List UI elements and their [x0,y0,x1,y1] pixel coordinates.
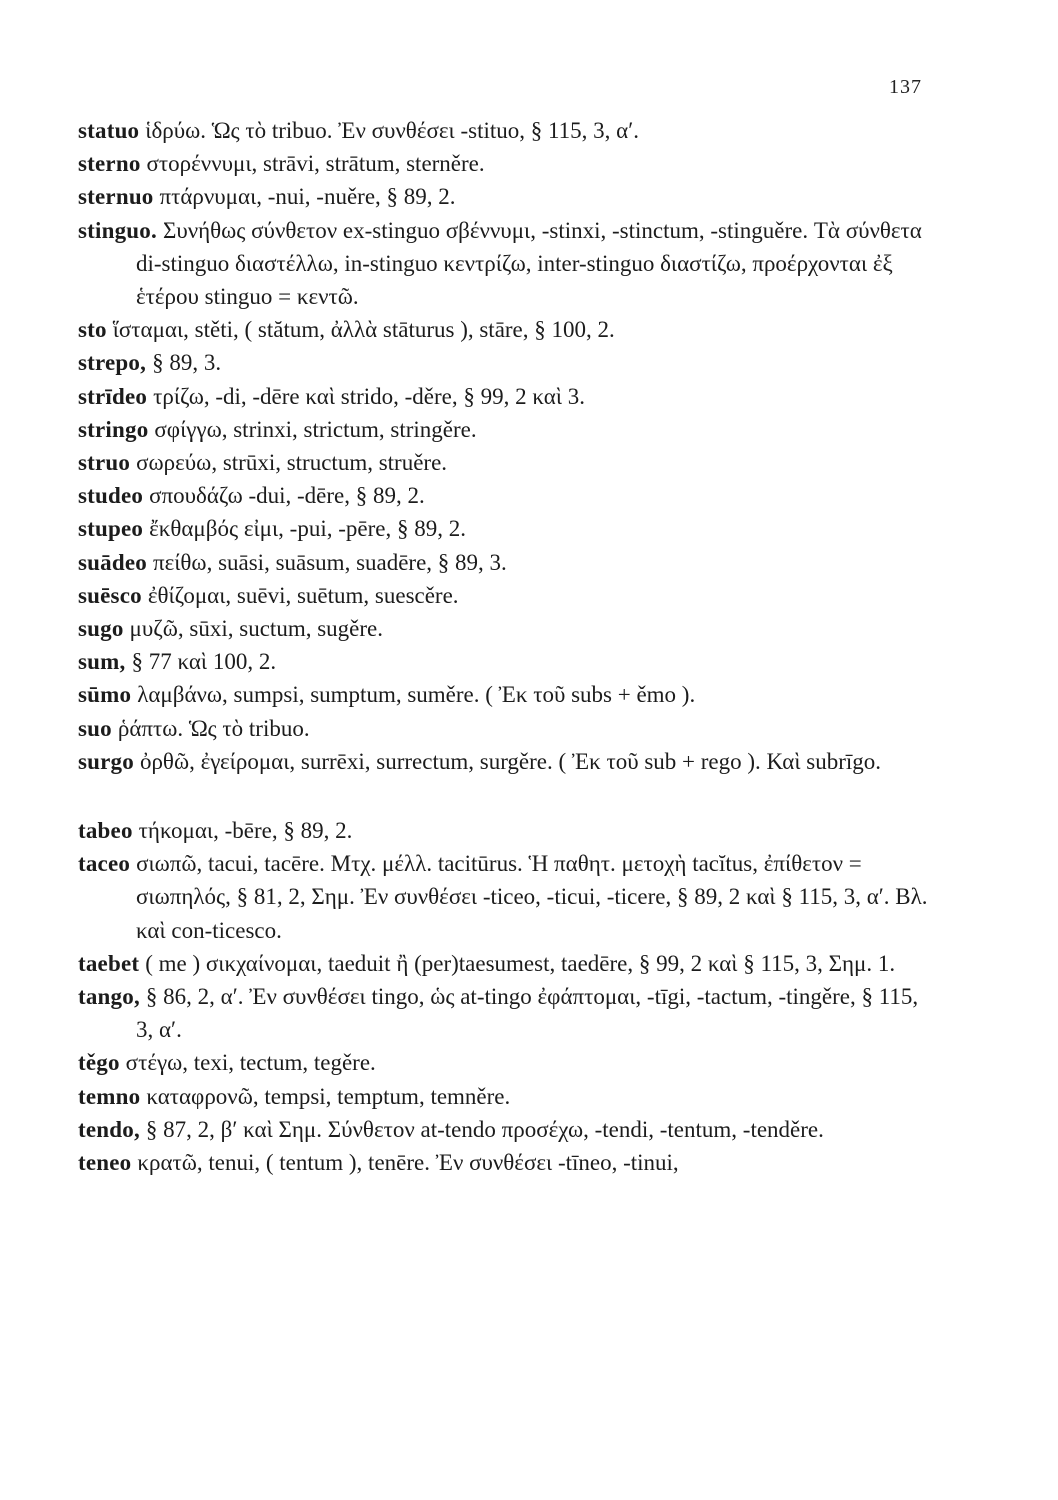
entry [78,847,938,947]
entry-headword: tango, [78,984,140,1010]
entry-text: Συνήθως σύνθετον ex-stinguo σβέννυμι, -stinxi, -stinctum, -stinguěre. Τὰ σύνθετα di-stinguo διαστέλλω, in-stinguo κεντρίζω, inter-stinguo διαστίζω, προέρχονται ἐξ ἑτέρου stinguo = κεντῶ. [136,217,922,310]
entry-headword: taceo [78,851,131,877]
entry-text: σιωπῶ, tacui, tacēre. Μτχ. μέλλ. tacitūrus. Ἡ παθητ. μετοχὴ tacĭtus, ἐπίθετον = σιωπηλός, § 81, 2, Σημ. Ἐν συνθέσει -ticeo, -ticui, -ticere, § 89, 2 καὶ § 115, 3, α′. Βλ. καὶ con-ticesco. [136,851,928,943]
entry [78,1146,938,1179]
entry-headword: stinguo. [78,217,157,243]
section-gap [78,778,938,814]
entry-text: ἔκθαμβός εἰμι, -pui, -pēre, § 89, 2. [149,516,466,542]
entry-headword: teneo [78,1150,132,1176]
entry [78,947,938,980]
entry-headword: suēsco [78,582,142,608]
entry-headword: těgo [78,1050,120,1076]
entry-headword: temno [78,1083,141,1109]
entry-headword: studeo [78,483,144,509]
entry-headword: strepo, [78,350,147,376]
entry-headword: surgo [78,748,134,774]
page-number: 137 [889,76,922,98]
entry-headword: strīdeo [78,383,148,409]
entry [78,1080,938,1113]
entry-text: § 87, 2, β′ καὶ Σημ. Σύνθετον at-tendo προσέχω, -tendi, -tentum, -tenděre. [145,1116,824,1142]
entry [78,114,938,147]
entry [78,413,938,446]
entry-text: ἱδρύω. Ὡς τὸ tribuo. Ἐν συνθέσει -stituo, § 115, 3, α′. [145,118,639,143]
entry-text: μυζῶ, sūxi, suctum, sugěre. [129,616,383,642]
entry-text: λαμβάνω, sumpsi, sumptum, suměre. ( Ἐκ τοῦ subs + ěmo ). [137,682,696,708]
entry [78,712,938,745]
entry-headword: sterno [78,151,141,177]
entry-text: ( me ) σικχαίνομαι, taeduit ἢ (per)taesumest, taedēre, § 99, 2 καὶ § 115, 3, Σημ. 1. [145,950,896,976]
entry [78,1113,938,1146]
entry-text: § 89, 3. [152,350,222,376]
entry-text: τήκομαι, -bēre, § 89, 2. [138,818,353,844]
entry-text: πτάρνυμαι, -nui, -nuěre, § 89, 2. [159,184,456,210]
entry [78,645,938,678]
entry [78,380,938,413]
entry-headword: suādeo [78,549,147,575]
entry-text: στέγω, texi, tectum, tegěre. [125,1050,376,1076]
entry [78,479,938,512]
entry [78,980,938,1046]
entry-text: καταφρονῶ, tempsi, temptum, temněre. [146,1083,511,1109]
entries-list [78,114,938,1179]
entry [78,446,938,479]
entry [78,678,938,711]
entry [78,512,938,545]
entry-headword: statuo [78,118,140,143]
entry-text: ῥάπτω. Ὡς τὸ tribuo. [117,715,310,741]
entry-text: τρίζω, -di, -dēre καὶ strido, -děre, § 99, 2 καὶ 3. [153,383,586,409]
entry [78,346,938,379]
entry [78,546,938,579]
entry [78,745,938,778]
entry [78,1046,938,1079]
entry-text: σφίγγω, strinxi, strictum, stringěre. [154,416,477,442]
entry-headword: suo [78,715,112,741]
entry [78,214,938,314]
entry [78,180,938,213]
entry-headword: sugo [78,616,124,642]
entry-headword: tendo, [78,1116,140,1142]
entry-headword: taebet [78,950,140,976]
entry [78,579,938,612]
entry-text: κρατῶ, tenui, ( tentum ), tenēre. Ἐν συνθέσει -tīneo, -tinui, [137,1150,679,1176]
entry-headword: sum, [78,649,126,675]
entry-headword: stringo [78,416,149,442]
entry-headword: stupeo [78,516,144,542]
entry-text: ἵσταμαι, stěti, ( stătum, ἀλλὰ stāturus ), stāre, § 100, 2. [112,317,615,343]
entry-text: § 86, 2, α′. Ἐν συνθέσει tingo, ὡς at-tingo ἐφάπτομαι, -tīgi, -tactum, -tingěre, § 115, 3, α′. [136,984,919,1043]
entry-headword: sto [78,317,107,343]
entry-text: πείθω, suāsi, suāsum, suadēre, § 89, 3. [152,549,507,575]
entry-text: ἐθίζομαι, suēvi, suētum, suescěre. [147,582,459,608]
entry [78,313,938,346]
entry-text: στορέννυμι, strāvi, strātum, sterněre. [146,151,485,177]
entry-text: § 77 καὶ 100, 2. [131,649,277,675]
entry-text: σωρεύω, strūxi, structum, struěre. [136,450,448,476]
entries-group-t [78,814,938,1179]
entry-headword: tabeo [78,818,133,844]
entry [78,612,938,645]
entries-group-s [78,114,938,778]
entry [78,814,938,847]
entry-text: ὀρθῶ, ἐγείρομαι, surrēxi, surrectum, surgěre. ( Ἐκ τοῦ sub + rego ). Καὶ subrīgo. [139,748,882,774]
entry-text: σπουδάζω -dui, -dēre, § 89, 2. [149,483,425,509]
entry [78,147,938,180]
entry-headword: sūmo [78,682,132,708]
entry-headword: struo [78,450,131,476]
entry-headword: sternuo [78,184,154,210]
